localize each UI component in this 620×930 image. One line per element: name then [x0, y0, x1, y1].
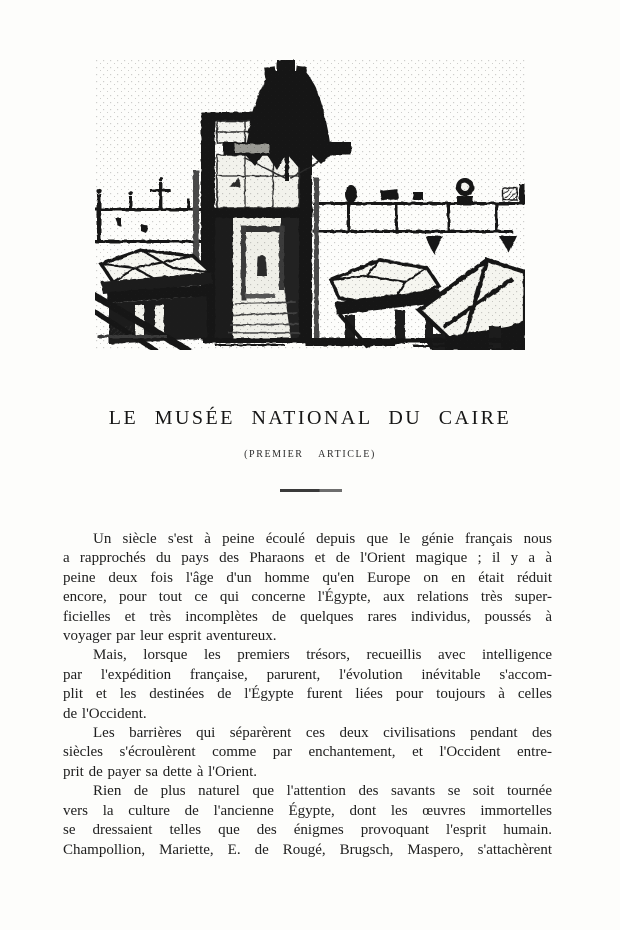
text-line: se dressaient telles que des énigmes provoquant l'esprit humain. [63, 822, 552, 839]
text-line: ficielles et très incomplètes de quelques rares individus, poussés à [63, 608, 552, 625]
text-line: Rien de plus naturel que l'attention des savants se soit tournée [93, 783, 552, 800]
grain-texture [95, 58, 525, 350]
text-line: a rapprochés du pays des Pharaons et de l'Orient magique ; il y a à [63, 550, 552, 567]
text-line: siècles s'écroulèrent comme par enchantement, et l'Occident entre- [63, 744, 552, 761]
engraving-museum-interior [95, 58, 525, 350]
text-line: Mais, lorsque les premiers trésors, recueillis avec intelligence [93, 647, 552, 664]
article-subtitle: (PREMIER ARTICLE) [244, 449, 376, 460]
text-line: peine deux fois l'âge d'un homme qu'en Europe on en était réduit [63, 569, 552, 586]
text-line: plit et les destinées de l'Égypte furent liées pour toujours à celles [63, 686, 552, 703]
text-line: prit de payer sa dette à l'Orient. [63, 763, 258, 780]
section-divider [280, 489, 342, 492]
text-line: encore, pour tout ce qui concerne l'Égypte, aux relations très super- [63, 589, 552, 606]
page-title: LE MUSÉE NATIONAL DU CAIRE [108, 407, 512, 429]
text-line: Champollion, Mariette, E. de Rougé, Brugsch, Maspero, s'attachèrent [63, 841, 552, 858]
text-line: par l'expédition française, parurent, l'évolution inévitable s'accom- [63, 666, 552, 683]
text-line: vers la culture de l'ancienne Égypte, dont les œuvres immortelles [63, 802, 552, 819]
text-line: voyager par leur esprit aventureux. [63, 628, 277, 645]
text-line: de l'Occident. [63, 705, 147, 722]
article-body [63, 530, 552, 860]
text-line: Un siècle s'est à peine écoulé depuis que le génie français nous [93, 531, 552, 547]
engraving-svg [95, 58, 525, 350]
text-line: Les barrières qui séparèrent ces deux civilisations pendant des [93, 725, 552, 742]
